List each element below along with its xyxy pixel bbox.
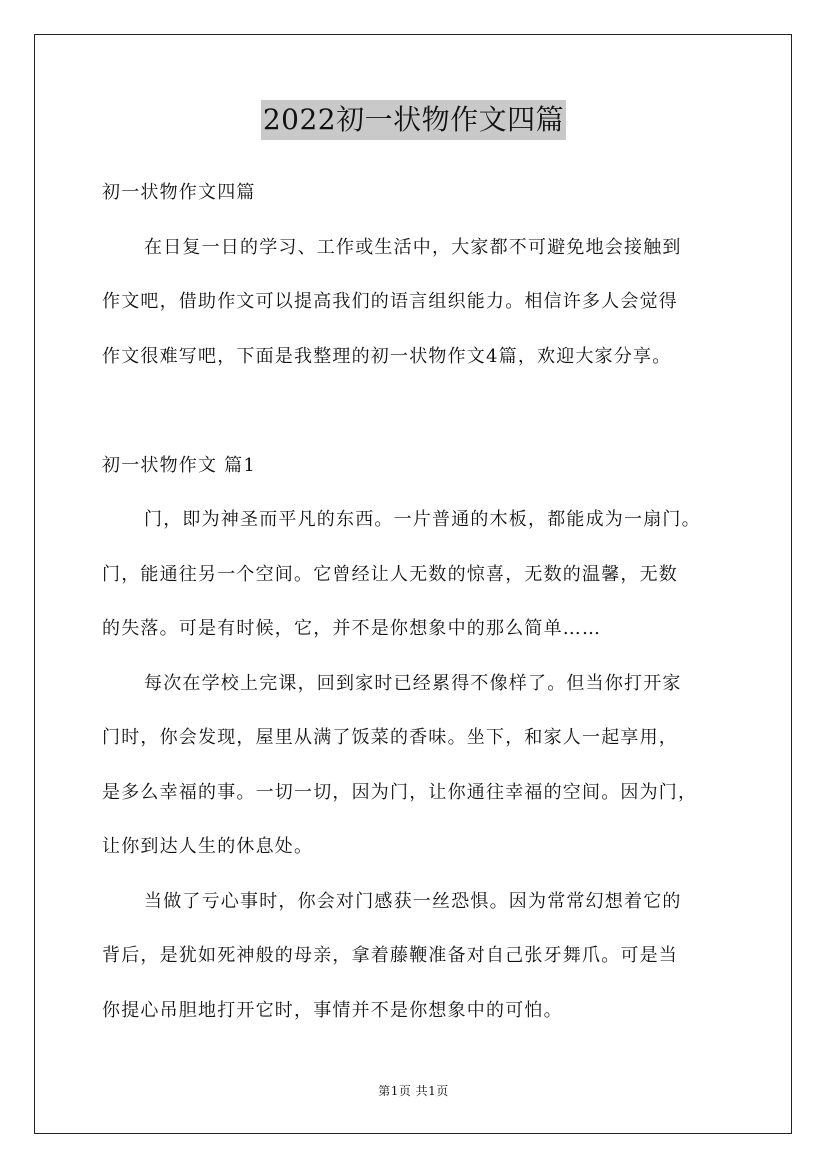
paragraph-3-line-1: 当做了亏心事时，你会对门感获一丝恐惧。因为常常幻想着它的 [144, 890, 682, 912]
paragraph-2-line-1: 每次在学校上完课，回到家时已经累得不像样了。但当你打开家 [144, 672, 682, 694]
paragraph-3-line-3: 你提心吊胆地打开它时，事情并不是你想象中的可怕。 [102, 999, 563, 1021]
document-title: 2022初一状物作文四篇 [261, 100, 566, 140]
title-wrap [0, 100, 827, 140]
page-footer: 第1页 共1页 [378, 1084, 449, 1098]
section-heading: 初一状物作文 篇1 [102, 454, 256, 476]
paragraph-1-line-1: 门，即为神圣而平凡的东西。一片普通的木板，都能成为一扇门。 [144, 509, 701, 530]
paragraph-1-line-2: 门，能通往另一个空间。它曾经让人无数的惊喜，无数的温馨，无数 [102, 563, 678, 585]
paragraph-1-line-3: 的失落。可是有时候，它，并不是你想象中的那么简单…… [102, 618, 602, 639]
paragraph-2-line-2: 门时，你会发现，屋里从满了饭菜的香味。坐下，和家人一起享用， [102, 727, 678, 748]
paragraph-2-line-4: 让你到达人生的休息处。 [102, 836, 314, 857]
document-body [102, 172, 742, 1044]
paragraph-3-line-2: 背后，是犹如死神般的母亲，拿着藤鞭准备对自己张牙舞爪。可是当 [102, 945, 678, 966]
section-gap [102, 390, 742, 445]
intro-line-1: 在日复一日的学习、工作或生活中，大家都不可避免地会接触到 [144, 236, 682, 258]
intro-line-3: 作文很难写吧，下面是我整理的初一状物作文4篇，欢迎大家分享。 [102, 345, 672, 367]
paragraph-2-line-3: 是多么幸福的事。一切一切，因为门，让你通往幸福的空间。因为门， [102, 781, 698, 803]
intro-line-2: 作文吧，借助作文可以提高我们的语言组织能力。相信许多人会觉得 [102, 291, 678, 312]
subtitle-line: 初一状物作文四篇 [102, 182, 256, 203]
